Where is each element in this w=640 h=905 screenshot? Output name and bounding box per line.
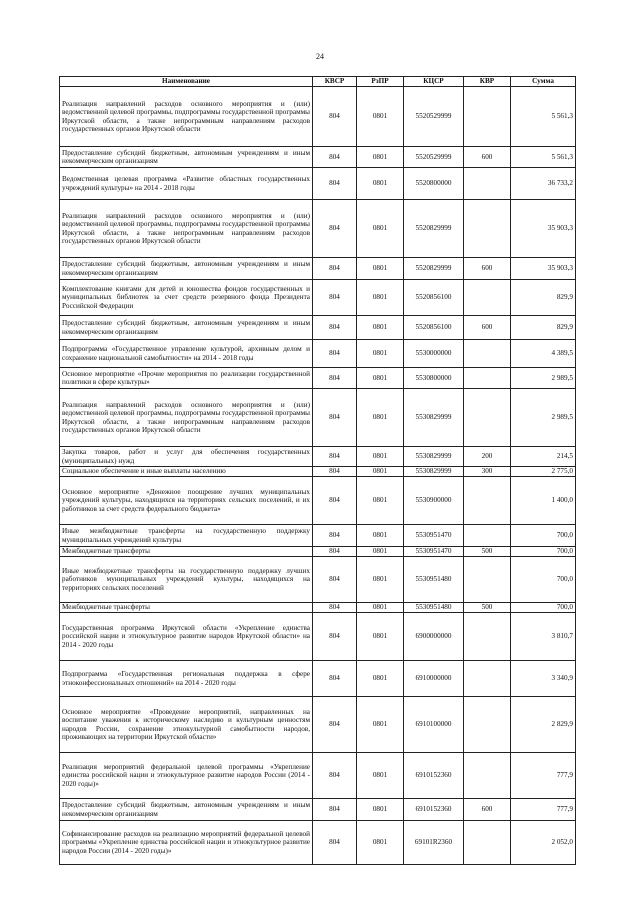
- cell-kvr: [464, 368, 511, 389]
- cell-rzpr: 0801: [357, 661, 404, 697]
- cell-kvsr: 804: [313, 447, 357, 467]
- table-row: [60, 368, 576, 389]
- cell-kvsr: 804: [313, 603, 357, 613]
- cell-kvsr: 804: [313, 467, 357, 477]
- cell-rzpr: 0801: [357, 697, 404, 753]
- cell-kcsr: 5520529999: [404, 87, 464, 147]
- cell-name: Реализация направлений расходов основного мероприятия и (или) ведомственной целевой программы, подпрограммы государственной программы Иркутской области, а также непрограммным направлениям расходов государственных органов Иркутской области: [60, 87, 313, 147]
- cell-kvsr: 804: [313, 697, 357, 753]
- cell-kvr: [464, 753, 511, 799]
- cell-kvsr: 804: [313, 258, 357, 280]
- cell-name: Предоставление субсидий бюджетным, автономным учреждениям и иным некоммерческим организациям: [60, 147, 313, 168]
- cell-name: Межбюджетные трансферты: [60, 547, 313, 557]
- cell-kvr: [464, 613, 511, 661]
- cell-kcsr: 5520829999: [404, 200, 464, 258]
- table-row: [60, 280, 576, 316]
- cell-sum: 5 561,3: [511, 147, 576, 168]
- cell-kvsr: 804: [313, 368, 357, 389]
- cell-kvsr: 804: [313, 168, 357, 200]
- table-row: [60, 147, 576, 168]
- cell-name: Софинансирование расходов на реализацию мероприятий федеральной целевой программы «Укрепление единства российской нации и этнокультурное развитие народов России (2014 - 2020 годы)»: [60, 821, 313, 865]
- cell-rzpr: 0801: [357, 547, 404, 557]
- cell-kvsr: 804: [313, 753, 357, 799]
- cell-name: Государственная программа Иркутской области «Укрепление единства российской нации и этнокультурное развитие народов Иркутской области» на 2014 - 2020 годы: [60, 613, 313, 661]
- cell-kvr: [464, 477, 511, 525]
- cell-name: Реализация направлений расходов основного мероприятия и (или) ведомственной целевой программы, подпрограммы государственной программы Иркутской области, а также непрограммным направлениям расходов государственных органов Иркутской области: [60, 200, 313, 258]
- cell-kvsr: 804: [313, 661, 357, 697]
- cell-rzpr: 0801: [357, 753, 404, 799]
- cell-rzpr: 0801: [357, 477, 404, 525]
- cell-kcsr: 5520856100: [404, 280, 464, 316]
- cell-kcsr: 5530829999: [404, 467, 464, 477]
- cell-rzpr: 0801: [357, 368, 404, 389]
- cell-sum: 2 775,0: [511, 467, 576, 477]
- cell-kvsr: 804: [313, 340, 357, 368]
- cell-kvr: [464, 200, 511, 258]
- cell-kvsr: 804: [313, 316, 357, 340]
- cell-rzpr: 0801: [357, 389, 404, 447]
- cell-name: Ведомственная целевая программа «Развитие областных государственных учреждений культуры» на 2014 - 2018 годы: [60, 168, 313, 200]
- table-row: [60, 258, 576, 280]
- cell-kvsr: 804: [313, 821, 357, 865]
- table-row: [60, 87, 576, 147]
- cell-kvr: 300: [464, 467, 511, 477]
- cell-name: Предоставление субсидий бюджетным, автономным учреждениям и иным некоммерческим организациям: [60, 258, 313, 280]
- cell-kcsr: 5530951480: [404, 603, 464, 613]
- cell-kvsr: 804: [313, 557, 357, 603]
- cell-name: Основное мероприятие «Проведение мероприятий, направленных на воспитание уважения к историческому наследию и культурным ценностям народов России, сохранение этнокультурной самобытности народов, проживающих на территории Иркутской области»: [60, 697, 313, 753]
- cell-kvsr: 804: [313, 799, 357, 821]
- cell-kcsr: 5530900000: [404, 477, 464, 525]
- cell-kcsr: 5520529999: [404, 147, 464, 168]
- cell-name: Реализация направлений расходов основного мероприятия и (или) ведомственной целевой программы, подпрограммы государственной программы Иркутской области, а также непрограммным направлениям расходов государственных органов Иркутской области: [60, 389, 313, 447]
- cell-kcsr: 5530951470: [404, 547, 464, 557]
- cell-sum: 36 733,2: [511, 168, 576, 200]
- cell-kvsr: 804: [313, 477, 357, 525]
- cell-rzpr: 0801: [357, 258, 404, 280]
- cell-kcsr: 5520829999: [404, 258, 464, 280]
- cell-kvr: [464, 340, 511, 368]
- cell-rzpr: 0801: [357, 87, 404, 147]
- cell-rzpr: 0801: [357, 147, 404, 168]
- table-row: [60, 821, 576, 865]
- table-row: [60, 799, 576, 821]
- cell-kvr: 600: [464, 258, 511, 280]
- cell-kvr: [464, 557, 511, 603]
- cell-kvr: [464, 525, 511, 547]
- cell-kcsr: 5520800000: [404, 168, 464, 200]
- cell-kcsr: 6900000000: [404, 613, 464, 661]
- table-header-row: [60, 77, 576, 87]
- table-row: [60, 316, 576, 340]
- cell-kvr: [464, 87, 511, 147]
- header-name: Наименование: [60, 77, 313, 87]
- cell-sum: 2 052,0: [511, 821, 576, 865]
- cell-sum: 829,9: [511, 280, 576, 316]
- cell-sum: 3 340,9: [511, 661, 576, 697]
- cell-sum: 700,0: [511, 547, 576, 557]
- cell-kvsr: 804: [313, 389, 357, 447]
- cell-kvr: 500: [464, 547, 511, 557]
- cell-rzpr: 0801: [357, 447, 404, 467]
- cell-sum: 3 810,7: [511, 613, 576, 661]
- cell-kcsr: 6910152360: [404, 799, 464, 821]
- cell-rzpr: 0801: [357, 603, 404, 613]
- cell-kcsr: 5530951470: [404, 525, 464, 547]
- cell-rzpr: 0801: [357, 557, 404, 603]
- cell-kvr: 600: [464, 316, 511, 340]
- cell-sum: 35 903,3: [511, 258, 576, 280]
- table-row: [60, 467, 576, 477]
- cell-sum: 4 389,5: [511, 340, 576, 368]
- table-row: [60, 168, 576, 200]
- cell-kcsr: 6910100000: [404, 697, 464, 753]
- table-row: [60, 525, 576, 547]
- cell-name: Подпрограмма «Государственная региональная поддержка в сфере этноконфессиональных отношений» на 2014 - 2020 годы: [60, 661, 313, 697]
- cell-name: Комплектование книгами для детей и юношества фондов государственных и муниципальных библиотек за счет средств резервного фонда Президента Российской Федерации: [60, 280, 313, 316]
- header-rzpr: РзПР: [357, 77, 404, 87]
- cell-rzpr: 0801: [357, 340, 404, 368]
- cell-kcsr: 69101R2360: [404, 821, 464, 865]
- table-row: [60, 547, 576, 557]
- cell-name: Иные межбюджетные трансферты на государственную поддержку лучших работников муниципальных учреждений культуры, находящихся на территориях сельских поселений: [60, 557, 313, 603]
- cell-name: Иные межбюджетные трансферты на государственную поддержку муниципальных учреждений культуры: [60, 525, 313, 547]
- cell-rzpr: 0801: [357, 467, 404, 477]
- cell-rzpr: 0801: [357, 200, 404, 258]
- cell-kvr: [464, 389, 511, 447]
- table-row: [60, 603, 576, 613]
- table-row: [60, 697, 576, 753]
- budget-table: [59, 76, 576, 865]
- cell-name: Межбюджетные трансферты: [60, 603, 313, 613]
- table-row: [60, 340, 576, 368]
- cell-kvsr: 804: [313, 547, 357, 557]
- cell-kvsr: 804: [313, 200, 357, 258]
- table-row: [60, 557, 576, 603]
- cell-kvr: [464, 821, 511, 865]
- cell-name: Предоставление субсидий бюджетным, автономным учреждениям и иным некоммерческим организациям: [60, 316, 313, 340]
- cell-kvr: 600: [464, 147, 511, 168]
- cell-name: Предоставление субсидий бюджетным, автономным учреждениям и иным некоммерческим организациям: [60, 799, 313, 821]
- cell-rzpr: 0801: [357, 799, 404, 821]
- cell-kvr: 500: [464, 603, 511, 613]
- cell-kvr: [464, 697, 511, 753]
- header-kcsr: КЦСР: [404, 77, 464, 87]
- table-row: [60, 447, 576, 467]
- cell-kcsr: 6910152360: [404, 753, 464, 799]
- cell-rzpr: 0801: [357, 280, 404, 316]
- cell-kvr: 600: [464, 799, 511, 821]
- cell-sum: 2 829,9: [511, 697, 576, 753]
- cell-name: Социальное обеспечение и иные выплаты населению: [60, 467, 313, 477]
- cell-kcsr: 5520856100: [404, 316, 464, 340]
- cell-rzpr: 0801: [357, 821, 404, 865]
- table-row: [60, 200, 576, 258]
- header-kvr: КВР: [464, 77, 511, 87]
- cell-sum: 700,0: [511, 525, 576, 547]
- cell-kvsr: 804: [313, 280, 357, 316]
- cell-sum: 214,5: [511, 447, 576, 467]
- cell-sum: 35 903,3: [511, 200, 576, 258]
- header-kvsr: КВСР: [313, 77, 357, 87]
- cell-kvr: [464, 280, 511, 316]
- header-sum: Сумма: [511, 77, 576, 87]
- cell-sum: 2 989,5: [511, 389, 576, 447]
- table-row: [60, 477, 576, 525]
- table-row: [60, 753, 576, 799]
- cell-sum: 777,9: [511, 799, 576, 821]
- cell-kcsr: 5530000000: [404, 340, 464, 368]
- cell-kcsr: 5530829999: [404, 389, 464, 447]
- cell-kvr: [464, 168, 511, 200]
- table-row: [60, 389, 576, 447]
- cell-name: Подпрограмма «Государственное управление культурой, архивным делом и сохранение национальной самобытности» на 2014 - 2018 годы: [60, 340, 313, 368]
- cell-sum: 700,0: [511, 603, 576, 613]
- cell-sum: 1 400,0: [511, 477, 576, 525]
- cell-rzpr: 0801: [357, 613, 404, 661]
- cell-rzpr: 0801: [357, 316, 404, 340]
- table-row: [60, 613, 576, 661]
- cell-kvsr: 804: [313, 613, 357, 661]
- cell-kvsr: 804: [313, 147, 357, 168]
- cell-name: Реализация мероприятий федеральной целевой программы «Укрепление единства российской нации и этнокультурное развитие народов России (2014 - 2020 годы)»: [60, 753, 313, 799]
- cell-rzpr: 0801: [357, 525, 404, 547]
- cell-kvr: 200: [464, 447, 511, 467]
- cell-kcsr: 5530951480: [404, 557, 464, 603]
- cell-rzpr: 0801: [357, 168, 404, 200]
- cell-kvsr: 804: [313, 525, 357, 547]
- cell-kvsr: 804: [313, 87, 357, 147]
- cell-sum: 5 561,3: [511, 87, 576, 147]
- cell-sum: 777,9: [511, 753, 576, 799]
- table-row: [60, 661, 576, 697]
- cell-sum: 829,9: [511, 316, 576, 340]
- cell-kcsr: 6910000000: [404, 661, 464, 697]
- cell-sum: 700,0: [511, 557, 576, 603]
- cell-name: Закупка товаров, работ и услуг для обеспечения государственных (муниципальных) нужд: [60, 447, 313, 467]
- cell-kcsr: 5530800000: [404, 368, 464, 389]
- page-number: 24: [316, 52, 324, 61]
- cell-kcsr: 5530829999: [404, 447, 464, 467]
- cell-kvr: [464, 661, 511, 697]
- cell-name: Основное мероприятие «Прочие мероприятия по реализации государственной политики в сфере культуры»: [60, 368, 313, 389]
- cell-sum: 2 989,5: [511, 368, 576, 389]
- cell-name: Основное мероприятие «Денежное поощрение лучших муниципальных учреждений культуры, находящихся на территориях сельских поселений, и их работников за счет средств федерального бюджета»: [60, 477, 313, 525]
